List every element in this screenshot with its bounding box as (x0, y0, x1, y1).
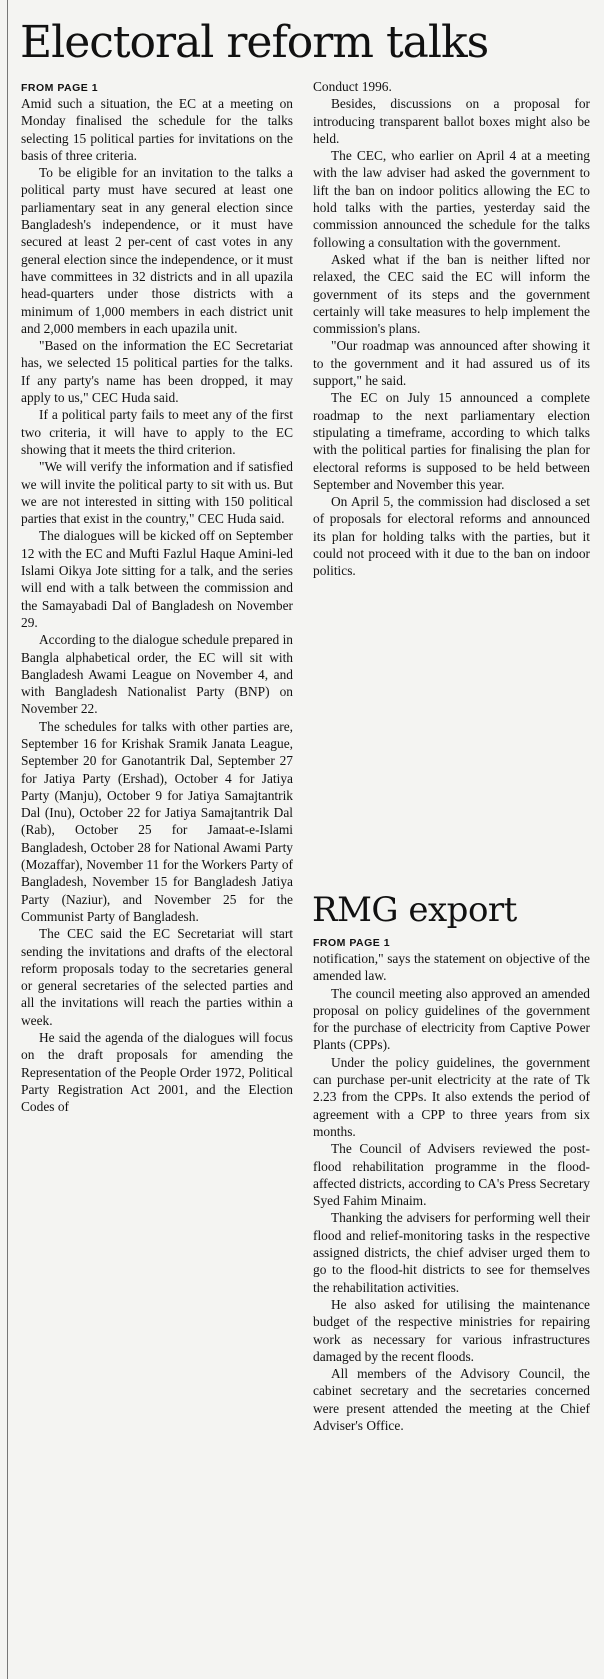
paragraph: Under the policy guidelines, the government can purchase per-unit electricity at the rate of Tk 2.23 from the CPPs. It also extends the period of agreement with a CPP to three years from six months. (313, 1054, 590, 1139)
paragraph: The dialogues will be kicked off on September 12 with the EC and Mufti Fazlul Haque Amini-led Islami Oikya Jote sitting for a talk, and the series will end with a talk between the commission and the Samayabadi Dal of Bangladesh on November 29. (21, 528, 293, 630)
column-rule (7, 0, 8, 1679)
paragraph: The schedules for talks with other parties are, September 16 for Krishak Sramik Janata League, September 20 for Ganotantrik Dal, September 27 for Jatiya Party (Ershad), October 4 for Jatiya Party (Manju), October 9 for Jatiya Samajtantrik Dal (Inu), October 22 for Jatiya Samajtantrik Dal (Rab), October 25 for Jamaat-e-Islami Bangladesh, October 28 for National Awami Party (Mozaffar), November 11 for the Workers Party of Bangladesh, November 15 for Bangladesh Jatiya Party (Naziur), and November 25 for the Communist Party of Bangladesh. (21, 718, 293, 924)
paragraph: Conduct 1996. (313, 79, 392, 94)
kicker-from-page-1-rmg: FROM PAGE 1 (313, 937, 391, 949)
paragraph: The CEC said the EC Secretariat will start sending the invitations and drafts of the electoral reform proposals today to the secretaries general or general secretaries of the selected parties and all the invitations will reach the parties within a week. (21, 926, 293, 1028)
paragraph: "Based on the information the EC Secretariat has, we selected 15 political parties for the talks. If any party's name has been dropped, it may apply to us," CEC Huda said. (21, 338, 293, 406)
headline: Electoral reform talks (20, 17, 489, 68)
paragraph: On April 5, the commission had disclosed a set of proposals for electoral reforms and announced its plan for holding talks with the parties, but it could not proceed with it due to the ban on indoor politics. (313, 494, 590, 579)
paragraph: He also asked for utilising the maintenance budget of the respective ministries for repairing work as necessary for various infrastructures damaged by the recent floods. (313, 1296, 590, 1364)
kicker-from-page-1: FROM PAGE 1 (21, 82, 99, 94)
article-column-2 (313, 78, 590, 580)
paragraph: Asked what if the ban is neither lifted nor relaxed, the CEC said the EC will inform the government of its steps and the government certainly will take measures to help implement the commission's plans. (313, 251, 590, 337)
paragraph: If a political party fails to meet any of the first two criteria, it will have to apply to the EC showing that it meets the third criterion. (21, 407, 293, 457)
paragraph: According to the dialogue schedule prepared in Bangla alphabetical order, the EC will sit with Bangladesh Awami League on November 4, and with Bangladesh Nationalist Party (BNP) on November 22. (21, 632, 293, 717)
subheadline-rmg-export: RMG export (312, 890, 517, 930)
paragraph: To be eligible for an invitation to the talks a political party must have secured at least one parliamentary seat in any general election since Bangladesh's independence, or it must have secured at least 2 per-cent of cast votes in any general election since the independence, or it must have committees in 32 districts and in all upazila head-quarters under those districts with a minimum of 1,000 members in each district unit and 2,000 members in each upazila unit. (21, 165, 293, 336)
paragraph: The CEC, who earlier on April 4 at a meeting with the law adviser had asked the government to lift the ban on indoor politics allowing the EC to hold talks with the parties, yesterday said the commission announced the schedule for the talks following a consultation with the government. (313, 148, 590, 250)
paragraph: Thanking the advisers for performing well their flood and relief-monitoring tasks in the respective assigned districts, the chief adviser urged them to go to the flood-hit districts to see for themselves the rehabilitation activities. (313, 1210, 590, 1295)
article-column-1 (21, 95, 293, 1116)
paragraph: "Our roadmap was announced after showing it to the government and it had assured us of its support," he said. (313, 338, 590, 389)
paragraph: "We will verify the information and if satisfied we will invite the political party to sit with us. But we are not interested in sitting with 150 political parties that exist in the country," CEC Huda said. (21, 459, 293, 527)
rmg-article-column (313, 950, 590, 1434)
paragraph: notification," says the statement on objective of the amended law. (313, 951, 590, 984)
paragraph: The Council of Advisers reviewed the post-flood rehabilitation programme in the flood-affected districts, according to CA's Press Secretary Syed Fahim Minaim. (313, 1141, 590, 1209)
paragraph: The EC on July 15 announced a complete roadmap to the next parliamentary election stipulating a timeframe, according to which talks with the political parties for finalising the plan for electoral reforms is supposed to be held between September and November this year. (313, 390, 590, 492)
paragraph: Amid such a situation, the EC at a meeting on Monday finalised the schedule for the talks selecting 15 political parties for invitations on the basis of three criteria. (21, 96, 293, 163)
paragraph: All members of the Advisory Council, the cabinet secretary and the secretaries concerned were present attended the meeting at the Chief Adviser's Office. (313, 1366, 590, 1434)
paragraph: The council meeting also approved an amended proposal on policy guidelines of the government for the purchase of electricity from Captive Power Plants (CPPs). (313, 985, 590, 1053)
paragraph: He said the agenda of the dialogues will focus on the draft proposals for amending the Representation of the People Order 1972, Political Party Registration Act 2001, and the Election Codes of (21, 1030, 293, 1115)
paragraph: Besides, discussions on a proposal for introducing transparent ballot boxes might also be held. (313, 96, 590, 146)
